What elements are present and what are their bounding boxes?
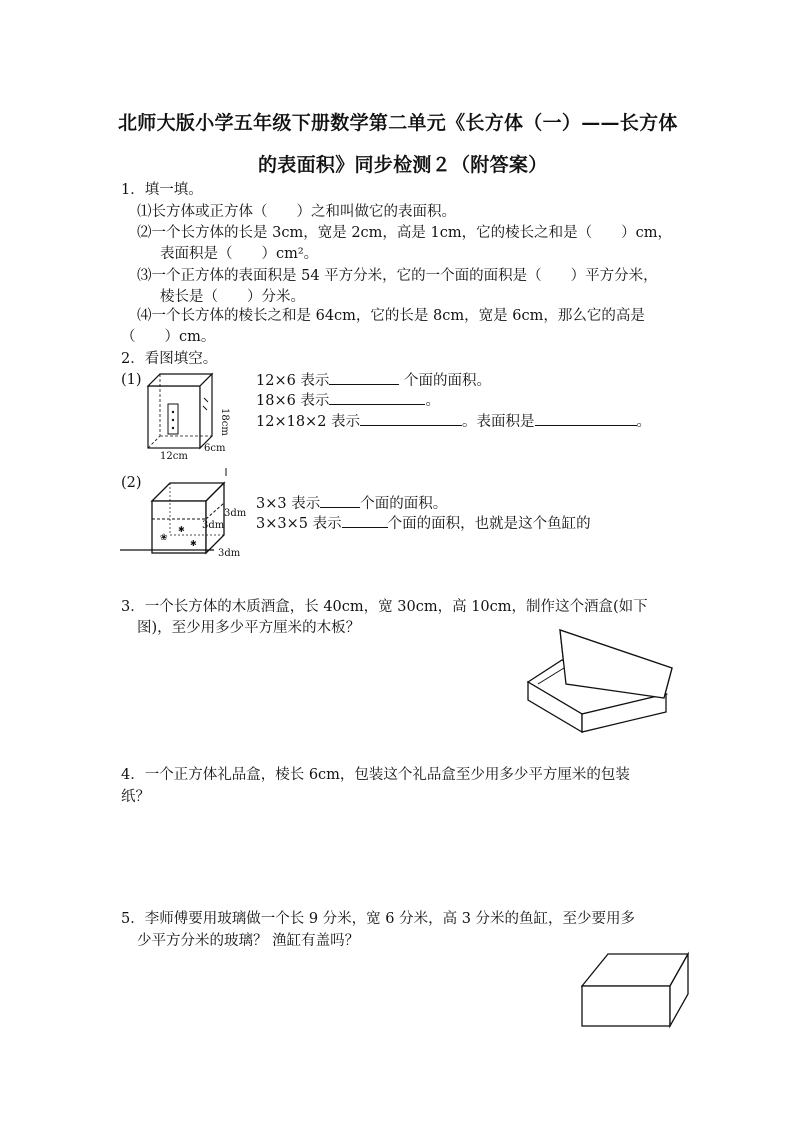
svg-text:✱: ✱: [190, 539, 197, 548]
fig1-width-label: 6cm: [204, 443, 226, 454]
surface-area-blank[interactable]: [535, 411, 637, 426]
answer-blank[interactable]: [329, 370, 399, 385]
fig2-width-label: 3dm: [218, 548, 241, 559]
fig2-mid-label: 3dm: [202, 520, 225, 531]
svg-text:✱: ✱: [178, 525, 185, 534]
fig1-length-label: 12cm: [160, 451, 188, 462]
q5-line2: 少平方分米的玻璃？ 渔缸有盖吗？: [137, 933, 360, 949]
q1-heading: 1．填一填。: [121, 182, 203, 198]
box-figure-1: [140, 368, 240, 463]
answer-blank[interactable]: [360, 411, 462, 426]
q2-part1-line2: [256, 390, 440, 411]
q1-item1: ⑴长方体或正方体（ ）之和叫做它的表面积。: [137, 204, 456, 220]
q2-heading: 2．看图填空。: [121, 351, 218, 367]
q1-item2-line2: 表面积是（ ）cm²。: [160, 246, 319, 262]
q2-part1-line1: [256, 370, 491, 391]
q2-part1-line2-post: 。: [425, 393, 440, 409]
q2-part1-line1-post: 个面的面积。: [399, 373, 492, 389]
q1-item3-line1: ⑶一个正方体的表面积是 54 平方分米，它的一个面的面积是（ ）平方分米，: [137, 268, 658, 284]
q4-line2: 纸？: [121, 789, 150, 805]
svg-text:❀: ❀: [160, 533, 168, 543]
fig1-height-label: 18cm: [219, 408, 230, 436]
q2-part1-line2-pre: 18×6 表示: [256, 393, 330, 409]
page-title-line2: 的表面积》同步检测２（附答案）: [258, 154, 548, 176]
q2-part1-line3-pre: 12×18×2 表示: [256, 414, 361, 430]
q2-part2-line2-pre: 3×3×5 表示: [256, 516, 342, 532]
q2-part1-label: (1): [121, 372, 142, 388]
q2-part1-line3: [256, 411, 651, 432]
q2-part2-line2-post: 个面的面积，也就是这个鱼缸的: [387, 516, 591, 532]
q3-line2: 图)，至少用多少平方厘米的木板？: [137, 620, 361, 636]
answer-blank[interactable]: [320, 493, 360, 508]
q1-item2-line1: ⑵一个长方体的长是 3cm，宽是 2cm，高是 1cm，它的棱长之和是（ ）cm，: [137, 225, 672, 241]
answer-blank[interactable]: [342, 513, 388, 528]
q1-item4-line2: （ ）cm。: [121, 329, 216, 345]
q5-line1: 5．李师傅要用玻璃做一个长 9 分米，宽 6 分米，高 3 分米的鱼缸，至少要用多: [121, 911, 636, 927]
q2-part2-line2: [256, 513, 591, 534]
q4-line1: 4．一个正方体礼品盒，棱长 6cm，包装这个礼品盒至少用多少平方厘米的包装: [121, 767, 630, 783]
answer-blank[interactable]: [329, 390, 425, 405]
fig2-height-label: 3dm: [224, 508, 247, 519]
q2-part1-line3-mid: 。表面积是: [462, 414, 535, 430]
q2-part2-line1-post: 个面的面积。: [360, 496, 448, 512]
cuboid-figure: [580, 950, 695, 1035]
q2-part1-line3-post: 。: [636, 414, 652, 430]
q2-part2-label: (2): [121, 475, 142, 491]
q2-part1-line1-pre: 12×6 表示: [256, 373, 330, 389]
q2-part2-line1-pre: 3×3 表示: [256, 496, 321, 512]
page-title-line1: 北师大版小学五年级下册数学第二单元《长方体（一）——长方体: [118, 112, 678, 134]
wine-box-figure: [526, 628, 676, 738]
q1-item4-line1: ⑷一个长方体的棱长之和是 64cm，它的长是 8cm，宽是 6cm，那么它的高是: [137, 308, 645, 324]
q2-part2-line1: [256, 493, 447, 514]
q3-line1: 3．一个长方体的木质酒盒，长 40cm，宽 30cm，高 10cm，制作这个酒盒(如下: [121, 599, 648, 615]
fish-tank-figure: [118, 466, 258, 566]
q1-item3-line2: 棱长是（ ）分米。: [160, 289, 305, 305]
